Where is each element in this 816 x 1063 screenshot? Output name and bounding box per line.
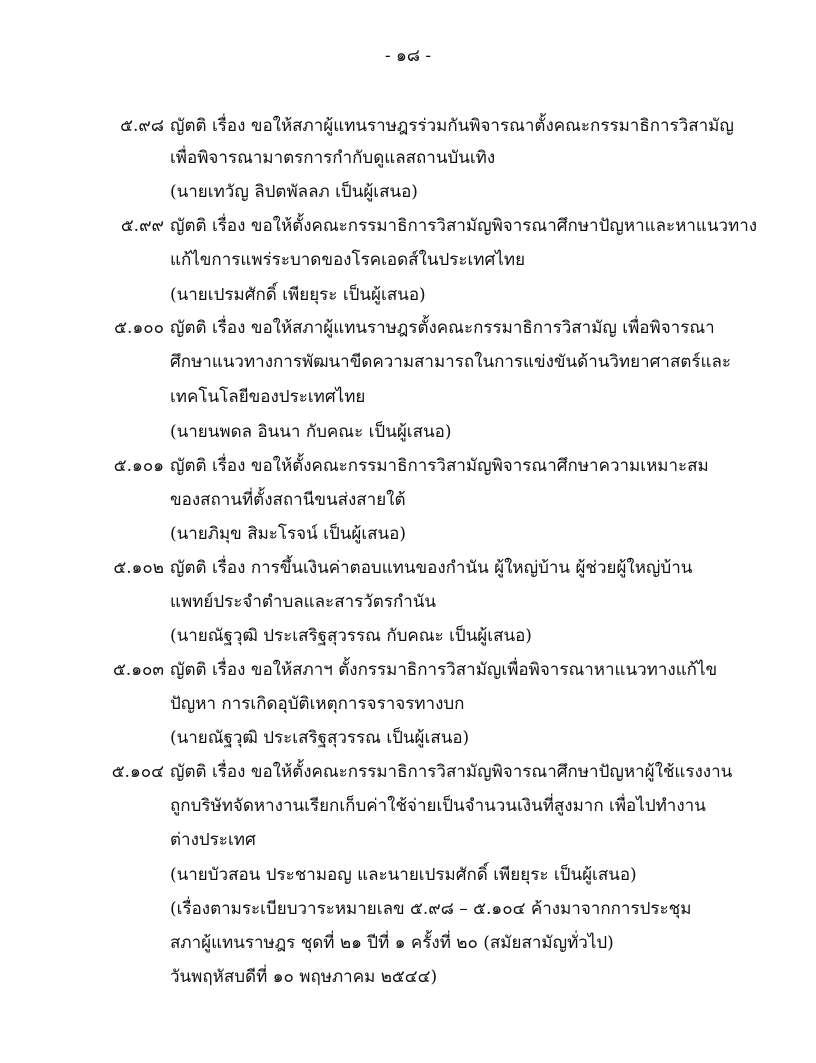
agenda-text-line: ญัตติ เรื่อง ขอให้ตั้งคณะกรรมาธิการวิสามัญพิจารณาศึกษาปัญหาและหาแนวทาง (170, 216, 758, 236)
agenda-text-line: เพื่อพิจารณามาตรการกำกับดูแลสถานบันเทิง (170, 148, 496, 168)
agenda-text-line: ญัตติ เรื่อง การขึ้นเงินค่าตอบแทนของกำนัน ผู้ใหญ่บ้าน ผู้ช่วยผู้ใหญ่บ้าน (170, 558, 693, 578)
agenda-proposer: (นายเปรมศักดิ์ เพียยุระ เป็นผู้เสนอ) (170, 285, 426, 305)
agenda-proposer: (นายภิมุข สิมะโรจน์ เป็นผู้เสนอ) (170, 524, 406, 544)
agenda-number: ๕.๙๙ (120, 216, 164, 236)
agenda-proposer: (นายณัฐวุฒิ ประเสริฐสุวรรณ กับคณะ เป็นผู้เสนอ) (170, 626, 532, 646)
footer-note-line: วันพฤหัสบดีที่ ๑๐ พฤษภาคม ๒๕๔๔) (170, 967, 438, 987)
agenda-proposer: (นายณัฐวุฒิ ประเสริฐสุวรรณ เป็นผู้เสนอ) (170, 728, 470, 748)
agenda-text-line: ศึกษาแนวทางการพัฒนาขีดความสามารถในการแข่งขันด้านวิทยาศาสตร์และ (170, 352, 732, 372)
footer-note-line: (เรื่องตามระเบียบวาระหมายเลข ๕.๙๘ – ๕.๑๐๔ ค้างมาจากการประชุม (170, 899, 692, 919)
agenda-text-line: ของสถานที่ตั้งสถานีขนส่งสายใต้ (170, 490, 406, 510)
agenda-text-line: แก้ไขการแพร่ระบาดของโรคเอดส์ในประเทศไทย (170, 250, 526, 270)
agenda-proposer: (นายนพดล อินนา กับคณะ เป็นผู้เสนอ) (170, 422, 452, 442)
agenda-proposer: (นายเทวัญ ลิปตพัลลภ เป็นผู้เสนอ) (170, 182, 418, 202)
agenda-text-line: ญัตติ เรื่อง ขอให้สภาฯ ตั้งกรรมาธิการวิสามัญเพื่อพิจารณาหาแนวทางแก้ไข (170, 660, 718, 680)
agenda-text-line: ต่างประเทศ (170, 830, 256, 850)
agenda-number: ๕.๑๐๑ (113, 456, 164, 476)
agenda-text-line: แพทย์ประจำตำบลและสารวัตรกำนัน (170, 592, 437, 612)
agenda-text-line: ญัตติ เรื่อง ขอให้สภาผู้แทนราษฎรตั้งคณะกรรมาธิการวิสามัญ เพื่อพิจารณา (170, 318, 715, 338)
agenda-text-line: ถูกบริษัทจัดหางานเรียกเก็บค่าใช้จ่ายเป็นจำนวนเงินที่สูงมาก เพื่อไปทำงาน (170, 796, 706, 816)
agenda-number: ๕.๑๐๔ (111, 762, 164, 782)
agenda-text-line: ญัตติ เรื่อง ขอให้ตั้งคณะกรรมาธิการวิสามัญพิจารณาศึกษาปัญหาผู้ใช้แรงงาน (170, 762, 733, 782)
agenda-text-line: เทคโนโลยีของประเทศไทย (170, 387, 366, 407)
agenda-number: ๕.๑๐๐ (114, 318, 164, 338)
agenda-proposer: (นายบัวสอน ประชามอญ และนายเปรมศักดิ์ เพียยุระ เป็นผู้เสนอ) (170, 865, 637, 885)
agenda-number: ๕.๑๐๓ (112, 660, 164, 680)
agenda-number: ๕.๙๘ (120, 116, 164, 136)
agenda-text-line: ญัตติ เรื่อง ขอให้ตั้งคณะกรรมาธิการวิสามัญพิจารณาศึกษาความเหมาะสม (170, 456, 709, 476)
agenda-text-line: ปัญหา การเกิดอุบัติเหตุการจราจรทางบก (170, 694, 465, 714)
agenda-text-line: ญัตติ เรื่อง ขอให้สภาผู้แทนราษฎรร่วมกันพิจารณาตั้งคณะกรรมาธิการวิสามัญ (170, 116, 734, 136)
agenda-number: ๕.๑๐๒ (113, 558, 164, 578)
footer-note-line: สภาผู้แทนราษฎร ชุดที่ ๒๑ ปีที่ ๑ ครั้งที่ ๒๐ (สมัยสามัญทั่วไป) (170, 933, 614, 953)
page-number: - ๑๘ - (384, 46, 432, 66)
